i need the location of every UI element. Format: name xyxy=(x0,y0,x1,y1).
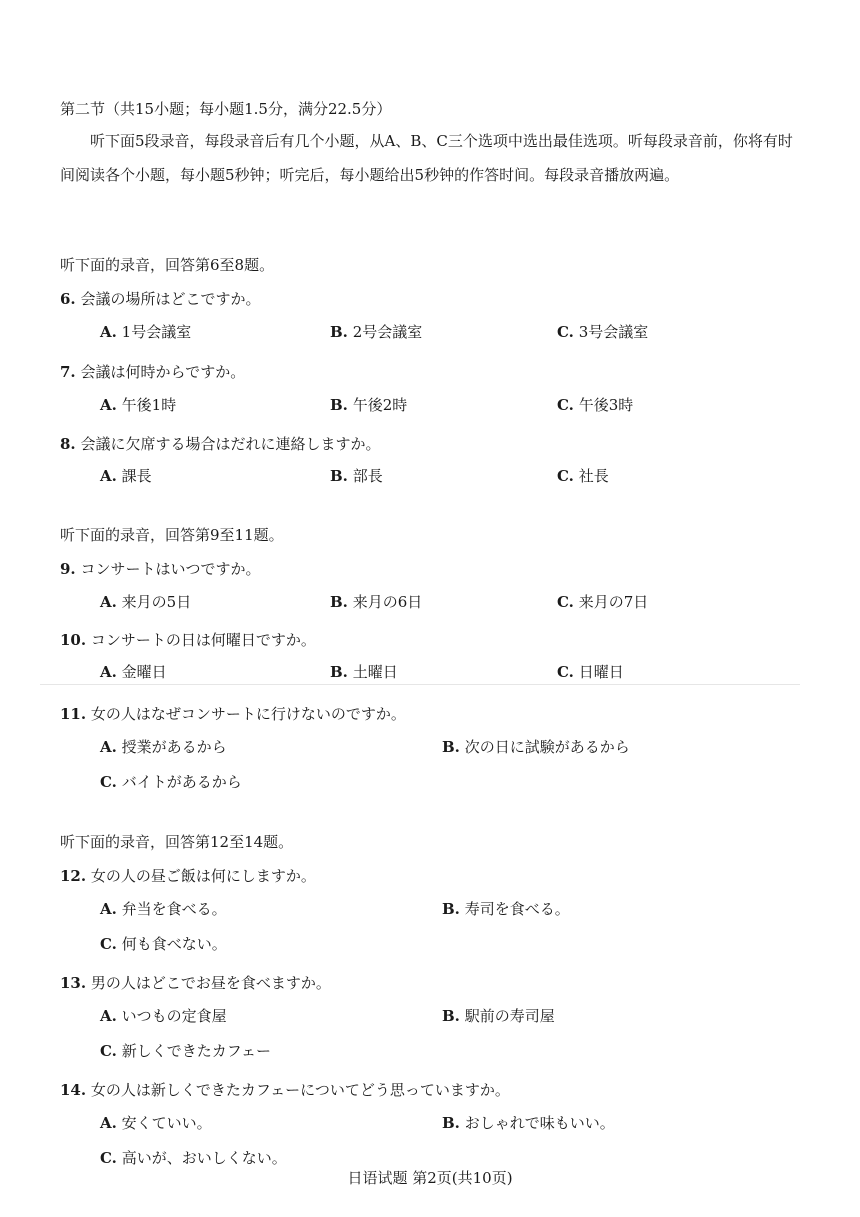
option-b: B. 午後2時 xyxy=(330,396,408,414)
question-text: 男の人はどこでお昼を食べますか。 xyxy=(90,974,331,992)
question-text: コンサートはいつですか。 xyxy=(80,560,261,578)
section-instructions: 听下面5段录音，每段录音后有几个小题，从A、B、C三个选项中选出最佳选项。听每段录音前，你将有时间阅读各个小题，每小题5秒钟；听完后，每小题给出5秒钟的作答时间。每段录音播放两遍。 xyxy=(60,132,793,184)
question-number: 8. xyxy=(60,435,76,453)
option-a: A. 午後1時 xyxy=(100,396,177,414)
page-footer: 日语试题 第2页(共10页) xyxy=(347,1169,513,1187)
option-b: B. 寿司を食べる。 xyxy=(442,900,570,918)
option-b: B. 土曜日 xyxy=(330,663,398,681)
option-a: A. 課長 xyxy=(100,467,152,485)
question-6 xyxy=(60,288,860,309)
question-10 xyxy=(60,629,860,650)
group-prompt: 听下面的录音，回答第6至8题。 xyxy=(60,256,275,274)
question-text: 女の人はなぜコンサートに行けないのですか。 xyxy=(90,705,406,723)
question-11 xyxy=(60,703,860,724)
option-b: B. 来月の6日 xyxy=(330,593,423,611)
group-prompt: 听下面的录音，回答第9至11题。 xyxy=(60,526,284,544)
section-title: 第二节（共15小题；每小题1.5分，满分22.5分） xyxy=(60,100,392,118)
option-c: C. バイトがあるから xyxy=(100,773,242,791)
question-number: 13. xyxy=(60,974,87,992)
option-b: B. 2号会議室 xyxy=(330,323,423,341)
option-b: B. おしゃれで味もいい。 xyxy=(442,1114,615,1132)
question-text: コンサートの日は何曜日ですか。 xyxy=(90,631,316,649)
option-c: C. 社長 xyxy=(557,467,609,485)
question-8 xyxy=(60,433,860,454)
question-9 xyxy=(60,558,860,579)
question-text: 女の人の昼ご飯は何にしますか。 xyxy=(90,867,316,885)
question-number: 6. xyxy=(60,290,76,308)
question-text: 女の人は新しくできたカフェーについてどう思っていますか。 xyxy=(90,1081,510,1099)
option-a: A. 弁当を食べる。 xyxy=(100,900,227,918)
group-prompt: 听下面的录音，回答第12至14题。 xyxy=(60,833,294,851)
question-number: 7. xyxy=(60,363,76,381)
question-number: 10. xyxy=(60,631,87,649)
question-13 xyxy=(60,972,860,993)
question-text: 会議は何時からですか。 xyxy=(80,363,246,381)
option-b: B. 次の日に試験があるから xyxy=(442,738,630,756)
question-text: 会議に欠席する場合はだれに連絡しますか。 xyxy=(80,435,381,453)
option-b: B. 駅前の寿司屋 xyxy=(442,1007,555,1025)
question-number: 14. xyxy=(60,1081,87,1099)
option-c: C. 3号会議室 xyxy=(557,323,649,341)
option-a: A. 1号会議室 xyxy=(100,323,192,341)
option-c: C. 高いが、おいしくない。 xyxy=(100,1149,287,1167)
option-a: A. 安くていい。 xyxy=(100,1114,212,1132)
scan-divider xyxy=(40,684,800,685)
option-c: C. 日曜日 xyxy=(557,663,624,681)
option-a: A. いつもの定食屋 xyxy=(100,1007,227,1025)
question-7 xyxy=(60,361,860,382)
question-text: 会議の場所はどこですか。 xyxy=(80,290,261,308)
question-12 xyxy=(60,865,860,886)
option-a: A. 金曜日 xyxy=(100,663,167,681)
question-number: 9. xyxy=(60,560,76,578)
option-c: C. 新しくできたカフェー xyxy=(100,1042,271,1060)
option-c: C. 何も食べない。 xyxy=(100,935,227,953)
option-a: A. 来月の5日 xyxy=(100,593,192,611)
option-c: C. 来月の7日 xyxy=(557,593,649,611)
question-14 xyxy=(60,1079,860,1100)
option-c: C. 午後3時 xyxy=(557,396,634,414)
option-b: B. 部長 xyxy=(330,467,383,485)
question-number: 12. xyxy=(60,867,87,885)
option-a: A. 授業があるから xyxy=(100,738,227,756)
question-number: 11. xyxy=(60,705,87,723)
